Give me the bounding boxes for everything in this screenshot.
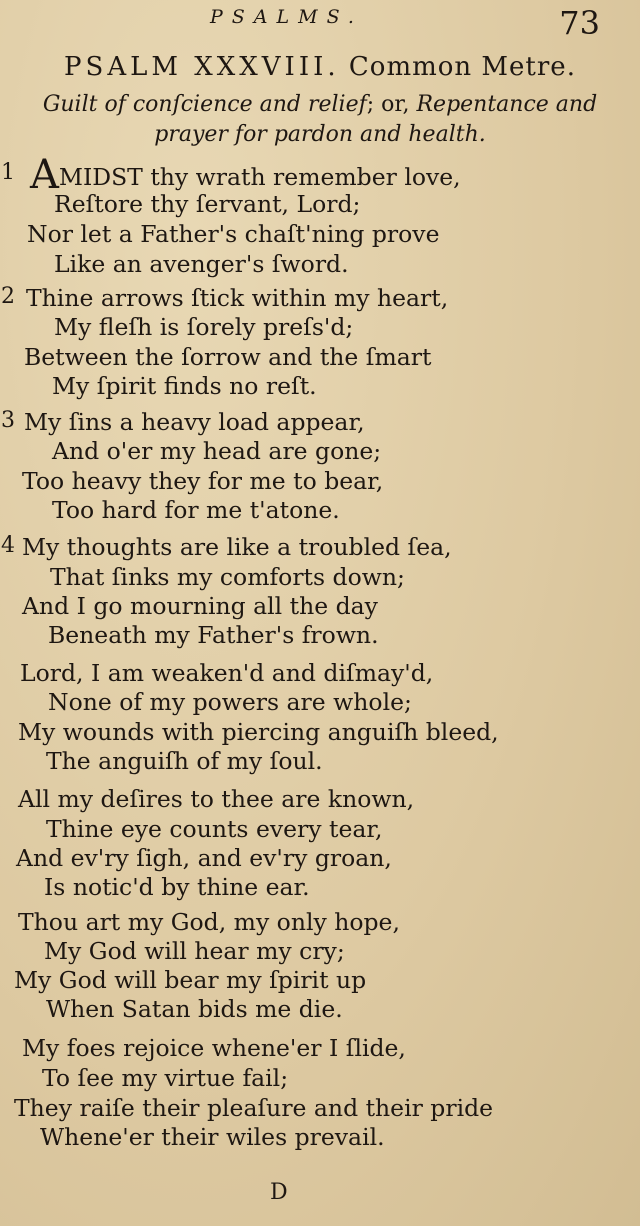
verse-line: The anguiſh of my ſoul. [46,747,323,775]
subtitle-part2: Repentance and [416,92,598,117]
psalm-subtitle [0,90,640,150]
subtitle-part1: Guilt of conſcience and relief [42,92,367,117]
verse-line: Lord, I am weaken'd and diſmay'd, [20,659,434,687]
verse-line: And I go mourning all the day [22,592,378,620]
verse-line: And ev'ry ſigh, and ev'ry groan, [16,844,392,872]
page-number: 73 [559,4,600,42]
stanza-number: 1 [1,160,15,185]
psalm-label: PSALM XXXVIII. [64,52,340,82]
verse-line: Nor let a Father's chaſt'ning prove [27,220,440,248]
verse-line: To ſee my virtue fail; [42,1064,289,1092]
verse-line [30,152,461,198]
verse-line: Thine eye counts every tear, [46,815,383,843]
verse-line: Is notic'd by thine ear. [44,873,310,901]
verse-line: Too heavy they for me to bear, [22,467,384,495]
verse-line: Too hard for me t'atone. [52,496,340,524]
verse-line: My thoughts are like a troubled ſea, [22,533,452,561]
verse-line: My God will hear my cry; [44,937,345,965]
stanza-number: 3 [1,408,15,433]
verse-line: My wounds with piercing anguiſh bleed, [18,718,499,746]
verse-line: Between the ſorrow and the ſmart [24,343,432,371]
verse-line: And o'er my head are gone; [52,437,382,465]
verse-line: They raiſe their pleaſure and their pride [14,1094,494,1122]
drop-cap: A [30,152,59,198]
verse-line: Beneath my Father's frown. [48,621,379,649]
verse-line: That ſinks my comforts down; [50,563,405,591]
verse-line: My God will bear my ſpirit up [14,966,367,994]
verse-line: My foes rejoice whene'er I ſlide, [22,1034,406,1062]
verse-line: Thou art my God, my only hope, [18,908,400,936]
metre-label: Common Metre. [348,52,576,82]
verse-line: Like an avenger's ſword. [54,250,349,278]
verse-line: Thine arrows ſtick within my heart, [26,284,449,312]
subtitle-line2: prayer for pardon and health. [154,122,486,147]
verse-line: All my deſires to thee are known, [18,785,415,813]
running-title: PSALMS. [210,6,363,28]
signature-mark: D [270,1180,288,1205]
running-head [0,4,640,42]
verse-line: My ſpirit finds no reſt. [52,372,317,400]
verse-line: My ſins a heavy load appear, [24,408,365,436]
verse-line: Whene'er their wiles prevail. [40,1123,385,1151]
subtitle-separator: ; or, [366,92,410,117]
verse-line: None of my powers are whole; [48,688,412,716]
psalm-heading [0,52,640,82]
verse-line-text: MIDST thy wrath remember love, [58,163,461,191]
stanza-number: 2 [1,284,15,309]
stanza-number: 4 [1,533,15,558]
verse-line: My fleſh is ſorely preſs'd; [54,313,354,341]
verse-line: Reſtore thy ſervant, Lord; [54,190,361,218]
verse-line: When Satan bids me die. [46,995,343,1023]
